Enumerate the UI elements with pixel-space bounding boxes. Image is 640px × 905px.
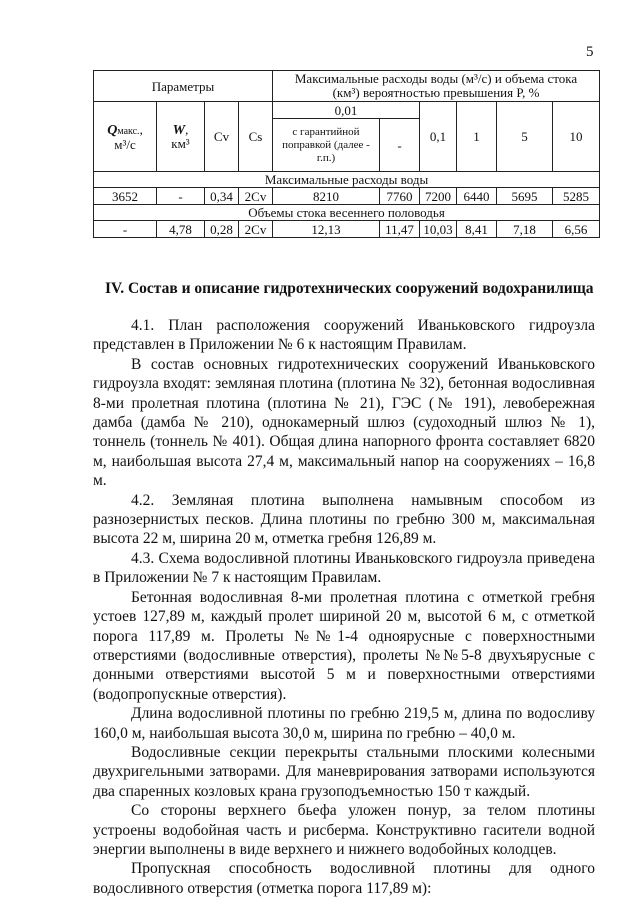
header-max-flow bbox=[273, 71, 600, 102]
parameters-table bbox=[93, 70, 600, 238]
w-unit: км³ bbox=[171, 136, 190, 151]
table-cell: 3652 bbox=[94, 188, 157, 205]
paragraph: В состав основных гидротехнических сооружений Иваньковского гидроузла входят: земляная плотина (плотина № 32), бетонная водосливная 8-ми пролетная плотина (плотина № 21), ГЭС (№ 191), левобережная дамба (дамба № 210), однокамерный шлюз (судоходный шлюз № 1), тоннель (тоннель № 401). Общая длина напорного фронта составляет 6820 м, наибольшая высота 27,4 м, максимальный напор на сооружениях – 16,8 м. bbox=[93, 355, 595, 490]
prob-01-header: 0,1 bbox=[420, 102, 457, 172]
table-cell: - bbox=[94, 221, 157, 238]
paragraph: Пропускная способность водосливной плотины для одного водосливного отверстия (отметка порога 117,89 м): bbox=[93, 860, 595, 897]
paragraph: Длина водосливной плотины по гребню 219,5 м, длина по водосливу 160,0 м, наибольшая высота 30,0 м, ширина по гребню – 40,0 м. bbox=[93, 705, 595, 742]
table-cell: 0,28 bbox=[205, 221, 239, 238]
table-cell: 12,13 bbox=[273, 221, 380, 238]
table-cell: 6,56 bbox=[553, 221, 600, 238]
prob-5-header: 5 bbox=[497, 102, 553, 172]
prob-10-header: 10 bbox=[553, 102, 600, 172]
table-cell: - bbox=[157, 188, 205, 205]
section-title: IV. Состав и описание гидротехнических сооружений водохранилища bbox=[105, 280, 594, 297]
table-cell: 0,34 bbox=[205, 188, 239, 205]
table-cell: 7200 bbox=[420, 188, 457, 205]
prob-1-header: 1 bbox=[457, 102, 497, 172]
table-cell: 7,18 bbox=[497, 221, 553, 238]
paragraph: Со стороны верхнего бьефа уложен понур, за телом плотины устроены водобойная часть и рисберма. Конструктивно гасители водной энергии выполнены в виде верхнего и нижнего водобойных колодцев. bbox=[93, 802, 595, 858]
paragraph: Бетонная водосливная 8-ми пролетная плотина с отметкой гребня устоев 127,89 м, каждый пролет шириной 20 м, высотой 6 м, с отметкой порога 117,89 м. Пролеты №№1-4 одноярусные с поверхностными отверстиями (водосливные отверстия), пролеты №№5-8 двухъярусные с донными отверстиями высотой 5 м и поверхностными отверстиями (водопропускные отверстия). bbox=[93, 588, 595, 703]
q-symbol: Q bbox=[107, 122, 118, 138]
header-max-line2: (км³) вероятностью превышения P, % bbox=[332, 85, 540, 100]
table-row-max bbox=[94, 188, 600, 205]
q-subscript: макс. bbox=[117, 125, 140, 137]
q-unit: м³/с bbox=[114, 136, 136, 152]
prob-001-header: 0,01 bbox=[273, 102, 420, 119]
paragraph: 4.1. План расположения сооружений Иваньковского гидроузла представлен в Приложении № 6 к настоящим Правилам. bbox=[93, 317, 595, 354]
prob-001-dash: - bbox=[380, 119, 420, 172]
table-cell: 6440 bbox=[457, 188, 497, 205]
table-cell: 2Cv bbox=[239, 221, 273, 238]
section-spring-runoff: Объемы стока весеннего половодья bbox=[94, 205, 600, 221]
table-cell: 5695 bbox=[497, 188, 553, 205]
paragraph: 4.3. Схема водосливной плотины Иваньковского гидроузла приведена в Приложении № 7 к настоящим Правилам. bbox=[93, 549, 595, 587]
col-q-header: Qмакс., м³/с bbox=[94, 102, 157, 172]
table-cell: 7760 bbox=[380, 188, 420, 205]
table-cell: 2Cv bbox=[239, 188, 273, 205]
table-cell: 5285 bbox=[553, 188, 600, 205]
w-symbol: W bbox=[172, 123, 186, 138]
section-max-flow: Максимальные расходы воды bbox=[94, 172, 600, 188]
col-w-header: W, км³ bbox=[157, 102, 205, 172]
page-number: 5 bbox=[586, 44, 594, 60]
body-text bbox=[93, 316, 595, 898]
header-max-line1: Максимальные расходы воды (м³/с) и объема стока bbox=[294, 71, 578, 86]
col-cs-header: Cs bbox=[239, 102, 273, 172]
table-row-spring bbox=[94, 221, 600, 238]
paragraph: Водосливные секции перекрыты стальными плоскими колесными двухригельными затворами. Для маневрирования затворами используются два спаренных козловых крана грузоподъемностью 150 т каждый. bbox=[93, 743, 595, 800]
header-parameters: Параметры bbox=[94, 71, 273, 102]
table-cell: 8,41 bbox=[457, 221, 497, 238]
table-cell: 10,03 bbox=[420, 221, 457, 238]
prob-001-note: с гарантийной поправкой (далее - г.п.) bbox=[273, 119, 380, 172]
paragraph: 4.2. Земляная плотина выполнена намывным способом из разнозернистых песков. Длина плотины по гребню 300 м, максимальная высота 22 м, ширина 20 м, отметка гребня 126,89 м. bbox=[93, 491, 595, 548]
col-cv-header: Cv bbox=[205, 102, 239, 172]
table-cell: 4,78 bbox=[157, 221, 205, 238]
table-cell: 8210 bbox=[273, 188, 380, 205]
table-cell: 11,47 bbox=[380, 221, 420, 238]
